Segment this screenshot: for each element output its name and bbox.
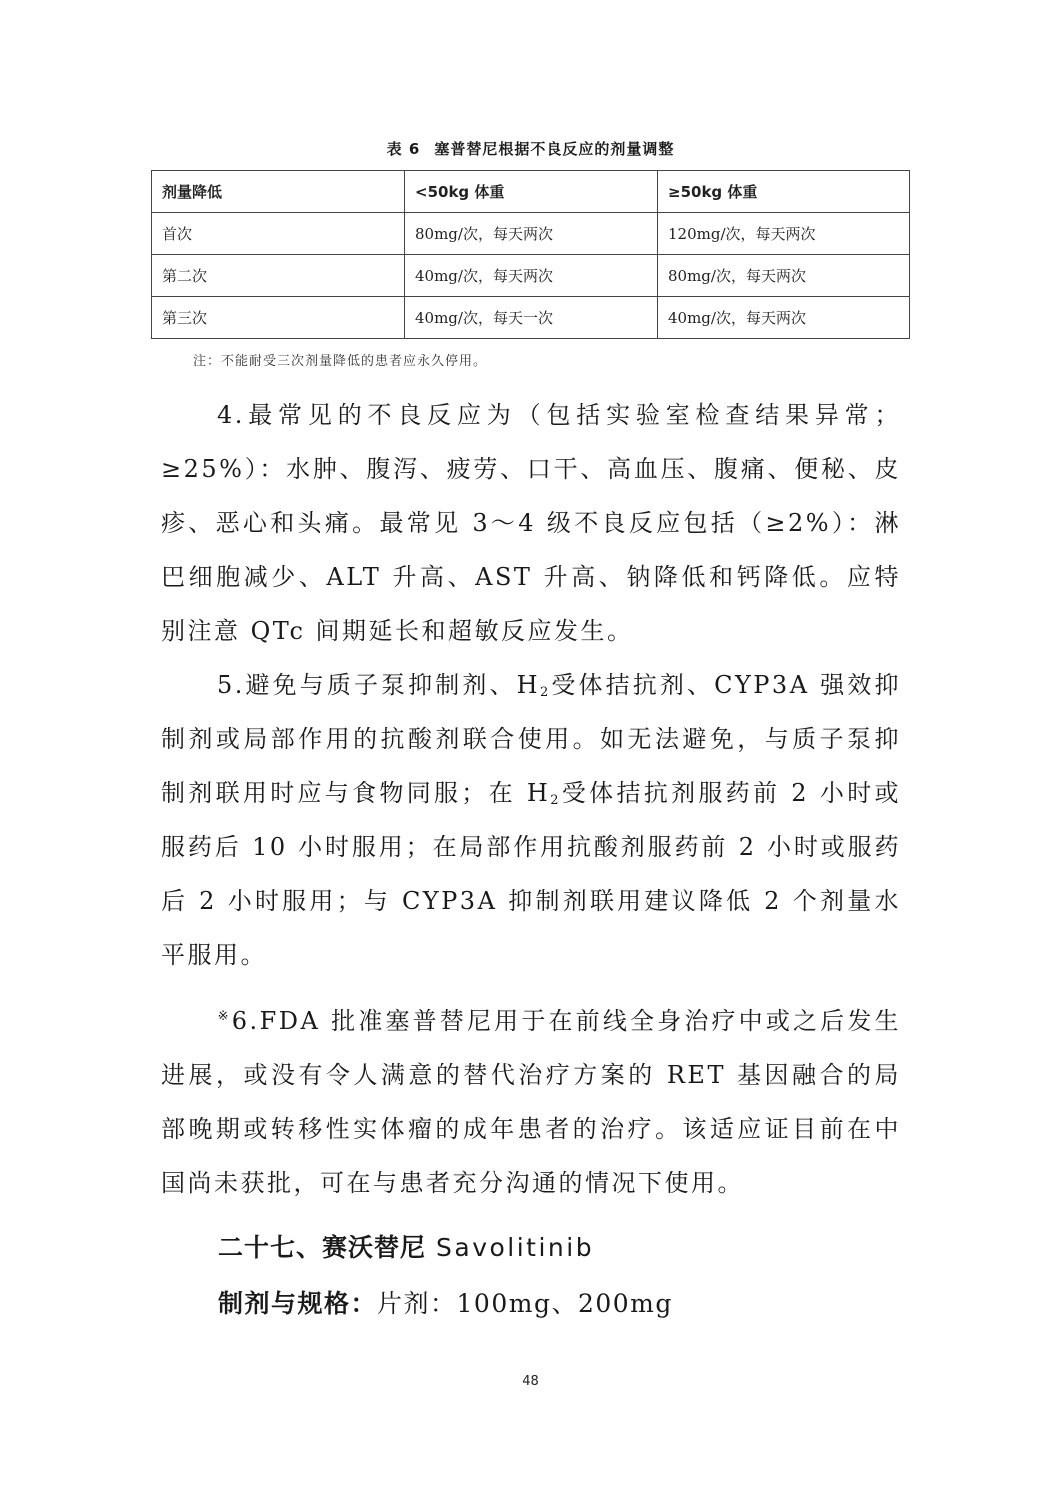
table-cell: 120mg/次，每天两次: [658, 213, 910, 255]
table-header-row: [152, 171, 910, 213]
subscript: 2: [550, 793, 562, 808]
table-header-cell: ≥50kg 体重: [658, 171, 910, 213]
spec-value: 片剂：100mg、200mg: [377, 1289, 673, 1318]
paragraph-text: 受体拮抗剂服药前 2 小时或服药后 10 小时服用；在局部作用抗酸剂服药前 2 小时或服药后 2 小时服用；与 CYP3A 抑制剂联用建议降低 2 个剂量水平服用。: [161, 779, 902, 969]
reference-mark: ※: [217, 1009, 232, 1024]
table-caption-number: 表 6: [386, 140, 421, 158]
page-number: 48: [522, 1374, 539, 1389]
table-cell: 40mg/次，每天一次: [405, 297, 658, 339]
table-row: [152, 213, 910, 255]
subscript: 2: [540, 685, 551, 700]
section-heading: [218, 1228, 594, 1264]
paragraph-text: 受体拮抗剂、CYP3A 强效抑制剂或局部作用的抗酸剂联合使用。如无法避免，与质子泵抑制剂联用时应与食物同服；在 H: [161, 671, 901, 807]
table-row: [152, 255, 910, 297]
formulation-spec: [218, 1284, 673, 1320]
table-note: 注：不能耐受三次剂量降低的患者应永久停用。: [193, 354, 488, 369]
table-cell: 第三次: [152, 297, 405, 339]
paragraph-text: 5.避免与质子泵抑制剂、H: [217, 671, 541, 699]
spec-label: 制剂与规格：: [218, 1289, 378, 1318]
paragraph-text: 6.FDA 批准塞普替尼用于在前线全身治疗中或之后发生进展，或没有令人满意的替代治疗方案的 RET 基因融合的局部晚期或转移性实体瘤的成年患者的治疗。该适应证目前在中国尚未获批，可在与患者充分沟通的情况下使用。: [161, 1007, 901, 1197]
paragraph-text: 4.最常见的不良反应为（包括实验室检查结果异常；≥25%）：水肿、腹泻、疲劳、口干、高血压、腹痛、便秘、皮疹、恶心和头痛。最常见 3～4 级不良反应包括（≥2%）：淋巴细胞减少、ALT 升高、AST 升高、钠降低和钙降低。应特别注意 QTc 间期延长和超敏反应发生。: [161, 401, 901, 645]
table-cell: 第二次: [152, 255, 405, 297]
paragraph-drug-interactions: [161, 658, 901, 982]
section-heading-cn: 二十七、赛沃替尼: [218, 1233, 427, 1262]
dose-adjustment-table: [151, 170, 910, 339]
table-cell: 40mg/次，每天两次: [658, 297, 910, 339]
paragraph-fda-approval: [161, 994, 901, 1210]
table-cell: 40mg/次，每天两次: [405, 255, 658, 297]
table-caption: [0, 138, 1061, 159]
table-cell: 80mg/次，每天两次: [405, 213, 658, 255]
table-caption-title: 塞普替尼根据不良反应的剂量调整: [434, 140, 675, 158]
table-header-cell: 剂量降低: [152, 171, 405, 213]
table-cell: 80mg/次，每天两次: [658, 255, 910, 297]
table-cell: 首次: [152, 213, 405, 255]
table-row: [152, 297, 910, 339]
paragraph-adverse-reactions: [161, 388, 901, 658]
table-header-cell: <50kg 体重: [405, 171, 658, 213]
section-heading-en: Savolitinib: [436, 1233, 595, 1262]
